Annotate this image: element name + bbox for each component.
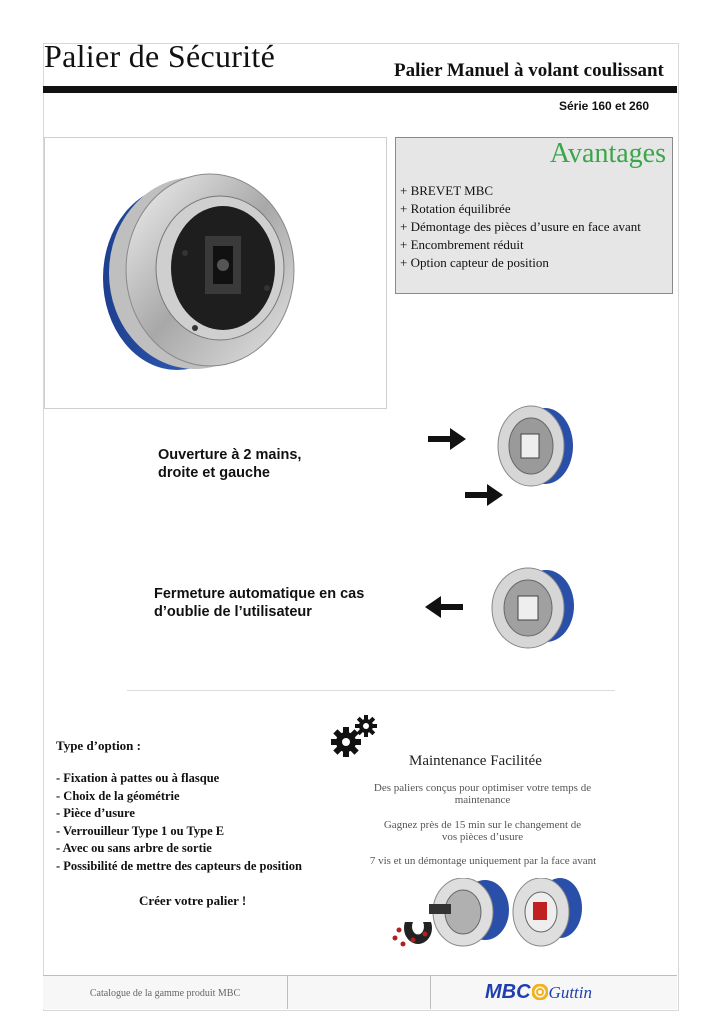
advantage-item: + Encombrement réduit	[400, 237, 524, 252]
footer-divider	[287, 976, 288, 1009]
advantage-item: + Démontage des pièces d’usure en face avant	[400, 219, 641, 234]
option-item: - Fixation à pattes ou à flasque	[56, 771, 220, 785]
maintenance-paragraph-1	[355, 782, 610, 806]
advantage-item: + BREVET MBC	[400, 183, 494, 198]
advantages-list	[400, 182, 641, 272]
header-rule	[43, 86, 677, 93]
opening-line-1: Ouverture à 2 mains,	[158, 447, 302, 463]
option-item: - Pièce d’usure	[56, 806, 135, 820]
series-label: Série 160 et 260	[559, 99, 650, 113]
mbc-guttin-logo	[485, 981, 592, 1004]
logo-main: MBC	[485, 981, 531, 1003]
arrow-right-icon	[428, 428, 466, 450]
create-bearing-link[interactable]: Créer votre palier !	[139, 893, 247, 908]
maintenance-text: Gagnez près de 15 min sur le changement de	[383, 819, 582, 831]
product-photo	[44, 137, 387, 409]
section-divider	[127, 690, 615, 691]
option-item: - Possibilité de mettre des capteurs de position	[56, 858, 302, 873]
footer-divider	[430, 976, 431, 1009]
bearing-closed-image	[488, 566, 578, 650]
opening-line-2: droite et gauche	[158, 465, 270, 481]
closing-line-1: Fermeture automatique en cas	[154, 586, 365, 602]
logo-script: Guttin	[548, 983, 592, 1002]
option-item: - Verrouilleur Type 1 ou Type E	[56, 823, 225, 838]
maintenance-text: vos pièces d’usure	[441, 831, 524, 843]
closing-text	[154, 585, 364, 621]
advantage-item: + Option capteur de position	[400, 255, 549, 270]
advantages-title: Avantages	[549, 138, 666, 169]
bearing-open-image	[495, 404, 577, 488]
arrow-left-icon	[425, 596, 463, 618]
gears-icon	[330, 714, 380, 758]
bearing-image	[45, 138, 386, 408]
maintenance-paragraph-3: 7 vis et un démontage uniquement par la face avant	[369, 855, 597, 867]
advantage-item: + Rotation équilibrée	[400, 201, 511, 216]
footer	[43, 975, 677, 1009]
maintenance-paragraph-2	[355, 819, 610, 843]
options-title: Type d’option :	[56, 738, 141, 753]
option-item: - Choix de la géométrie	[56, 788, 180, 803]
options-list	[56, 770, 302, 875]
footer-catalogue-text: Catalogue de la gamme produit MBC	[89, 988, 241, 999]
page-subtitle: Palier Manuel à volant coulissant	[394, 60, 664, 81]
maintenance-text: maintenance	[454, 794, 511, 806]
opening-text	[158, 446, 301, 482]
maintenance-text: Des paliers conçus pour optimiser votre temps de	[373, 782, 592, 794]
closing-line-2: d’oublie de l’utilisateur	[154, 604, 312, 620]
advantages-box	[395, 137, 673, 294]
maintenance-exploded-image	[385, 878, 585, 956]
logo-swirl-icon	[532, 984, 548, 1000]
maintenance-title: Maintenance Facilitée	[409, 753, 542, 769]
option-item: - Avec ou sans arbre de sortie	[56, 841, 212, 855]
page-title: Palier de Sécurité	[44, 38, 276, 74]
